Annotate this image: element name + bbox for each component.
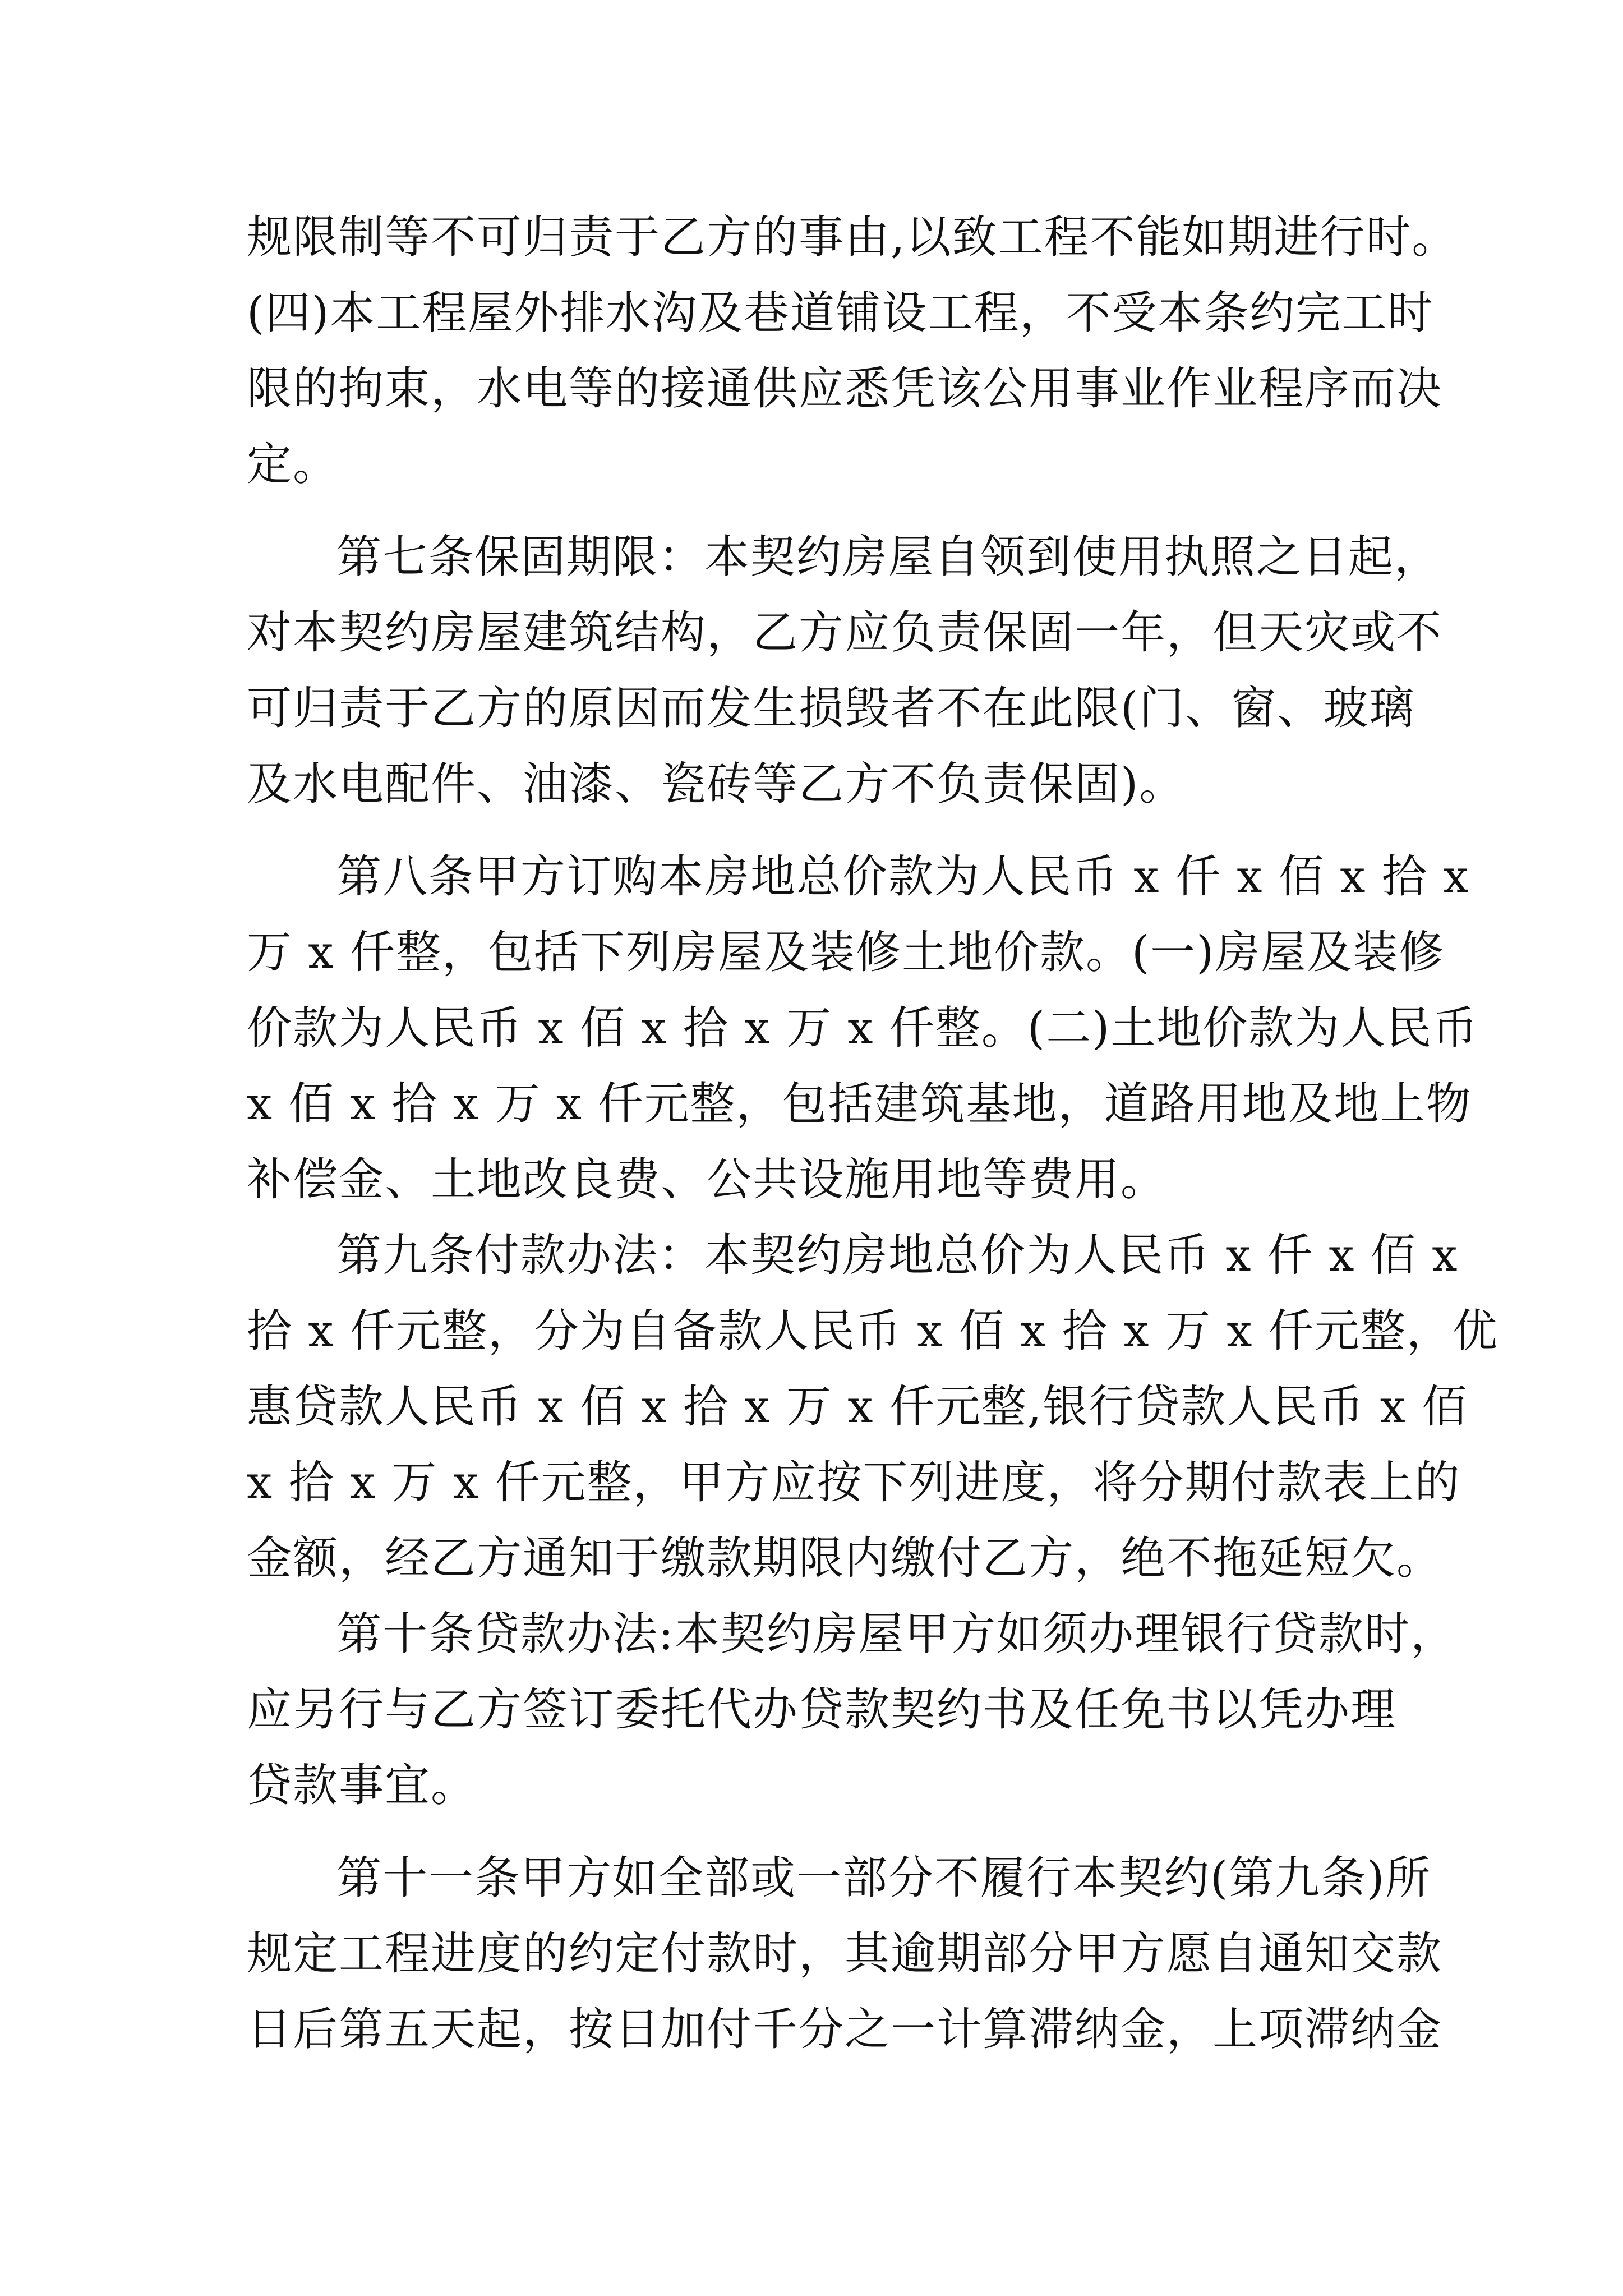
text-line: 规限制等不可归责于乙方的事由,以致工程不能如期进行时。 [247, 211, 1458, 263]
paragraph-gap [247, 1823, 1402, 1840]
text-line: 对本契约房屋建筑结构，乙方应负责保固一年，但天灾或不 [247, 606, 1442, 659]
text-line: 价款为人民币 x 佰 x 拾 x 万 x 仟整。(二)土地价款为人民币 [247, 1002, 1479, 1054]
text-line: 第九条付款办法：本契约房地总价为人民币 x 仟 x 佰 x [336, 1229, 1459, 1281]
text-line: 惠贷款人民币 x 佰 x 拾 x 万 x 仟元整,银行贷款人民币 x 佰 [247, 1381, 1468, 1433]
text-line: 限的拘束，水电等的接通供应悉凭该公用事业作业程序而决 [247, 362, 1442, 415]
text-line: 补偿金、土地改良费、公共设施用地等费用。 [247, 1153, 1166, 1205]
paragraph-gap [247, 502, 1402, 519]
text-line: x 拾 x 万 x 仟元整，甲方应按下列进度，将分期付款表上的 [247, 1456, 1461, 1508]
paragraph-gap [247, 822, 1402, 839]
text-line: 第七条保固期限：本契约房屋自领到使用执照之日起， [336, 531, 1440, 583]
text-line: (四)本工程屋外排水沟及巷道铺设工程，不受本条约完工时 [247, 287, 1434, 339]
text-line: 应另行与乙方签订委托代办贷款契约书及任免书以凭办理 [247, 1683, 1396, 1736]
text-line: 万 x 仟整，包括下列房屋及装修土地价款。(一)房屋及装修 [247, 926, 1445, 978]
text-line: x 佰 x 拾 x 万 x 仟元整，包括建筑基地，道路用地及地上物 [247, 1078, 1472, 1130]
text-line: 及水电配件、油漆、瓷砖等乙方不负责保固)。 [247, 758, 1186, 810]
text-line: 贷款事宜。 [247, 1759, 477, 1811]
text-line: 第十一条甲方如全部或一部分不履行本契约(第九条)所 [336, 1852, 1432, 1904]
text-line: 金额，经乙方通知于缴款期限内缴付乙方，绝不拖延短欠。 [247, 1532, 1442, 1584]
text-line: 日后第五天起，按日加付千分之一计算滞纳金，上项滞纳金 [247, 2003, 1442, 2055]
text-line: 第八条甲方订购本房地总价款为人民币 x 仟 x 佰 x 拾 x [336, 850, 1470, 903]
text-line: 第十条贷款办法:本契约房屋甲方如须办理银行贷款时， [336, 1608, 1456, 1660]
text-line: 定。 [247, 438, 339, 490]
text-line: 拾 x 仟元整，分为自备款人民币 x 佰 x 拾 x 万 x 仟元整，优 [247, 1305, 1498, 1357]
text-line: 可归责于乙方的原因而发生损毁者不在此限(门、窗、玻璃 [247, 682, 1415, 734]
text-line: 规定工程进度的约定付款时，其逾期部分甲方愿自通知交款 [247, 1927, 1442, 1980]
contract-text [247, 199, 1498, 2067]
